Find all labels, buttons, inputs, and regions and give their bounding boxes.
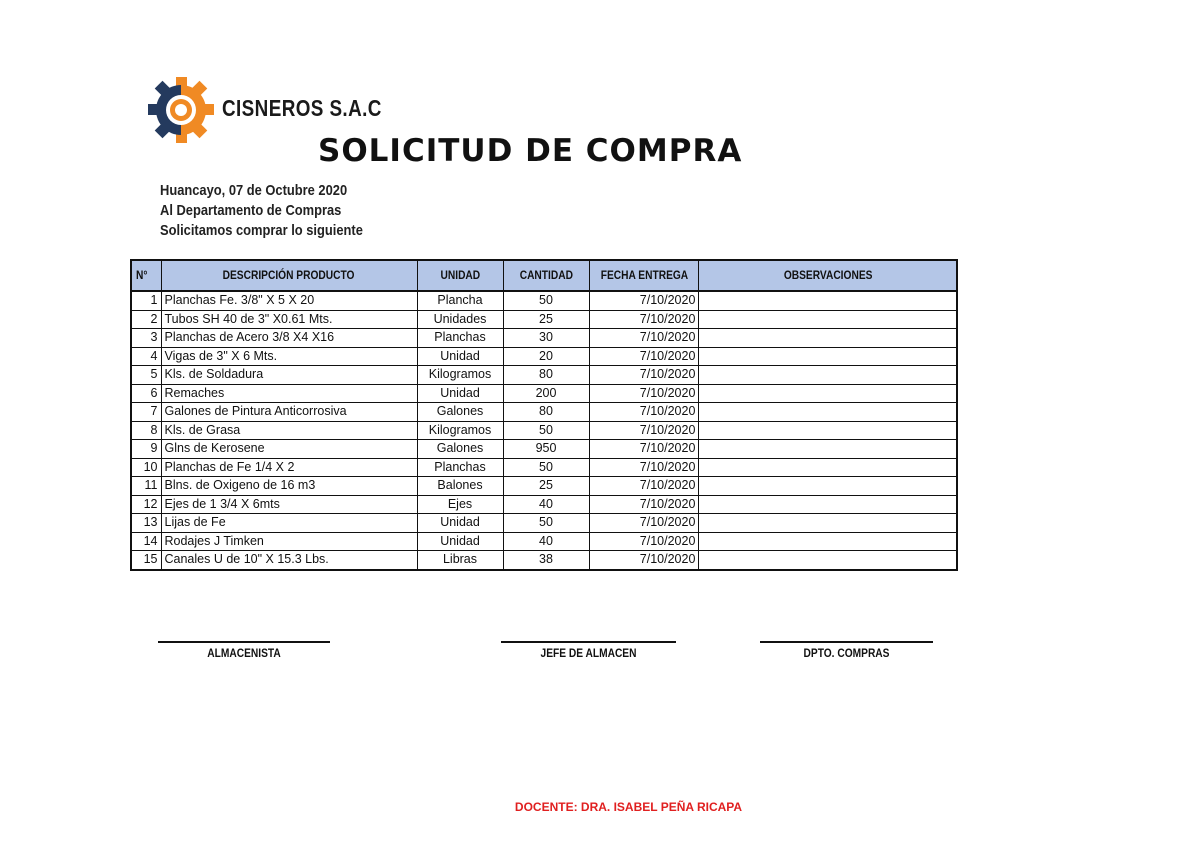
cell-observations: [699, 532, 957, 551]
cell-unit: Galones: [417, 403, 503, 422]
intro-place-date: Huancayo, 07 de Octubre 2020: [160, 182, 348, 199]
cell-description: Blns. de Oxigeno de 16 m3: [161, 477, 417, 496]
column-header-unit: UNIDAD: [417, 260, 503, 291]
cell-quantity: 38: [503, 551, 589, 570]
column-header-delivery-date: FECHA ENTREGA: [589, 260, 699, 291]
cell-num: 14: [131, 532, 161, 551]
table-row: [131, 495, 957, 514]
column-header-quantity: CANTIDAD: [503, 260, 589, 291]
cell-description: Tubos SH 40 de 3" X0.61 Mts.: [161, 310, 417, 329]
table-header-row: [131, 260, 957, 291]
cell-observations: [699, 477, 957, 496]
cell-observations: [699, 291, 957, 310]
cell-unit: Planchas: [417, 458, 503, 477]
cell-num: 15: [131, 551, 161, 570]
cell-description: Planchas de Acero 3/8 X4 X16: [161, 329, 417, 348]
cell-observations: [699, 440, 957, 459]
column-header-num: N°: [131, 260, 161, 291]
table-row: [131, 347, 957, 366]
signature-line-dpto-compras: [760, 641, 933, 643]
cell-num: 7: [131, 403, 161, 422]
cell-quantity: 50: [503, 291, 589, 310]
cell-num: 1: [131, 291, 161, 310]
table-row: [131, 384, 957, 403]
cell-num: 10: [131, 458, 161, 477]
cell-unit: Unidades: [417, 310, 503, 329]
cell-observations: [699, 421, 957, 440]
cell-description: Canales U de 10" X 15.3 Lbs.: [161, 551, 417, 570]
cell-num: 9: [131, 440, 161, 459]
cell-unit: Libras: [417, 551, 503, 570]
cell-quantity: 200: [503, 384, 589, 403]
cell-delivery-date: 7/10/2020: [589, 347, 699, 366]
cell-delivery-date: 7/10/2020: [589, 458, 699, 477]
table-row: [131, 329, 957, 348]
cell-quantity: 20: [503, 347, 589, 366]
cell-quantity: 40: [503, 495, 589, 514]
cell-observations: [699, 366, 957, 385]
cell-num: 11: [131, 477, 161, 496]
table-row: [131, 440, 957, 459]
cell-delivery-date: 7/10/2020: [589, 477, 699, 496]
table-row: [131, 458, 957, 477]
cell-delivery-date: 7/10/2020: [589, 440, 699, 459]
table-row: [131, 551, 957, 570]
cell-delivery-date: 7/10/2020: [589, 329, 699, 348]
cell-unit: Plancha: [417, 291, 503, 310]
cell-delivery-date: 7/10/2020: [589, 366, 699, 385]
cell-observations: [699, 329, 957, 348]
cell-unit: Unidad: [417, 514, 503, 533]
footer-docente: DOCENTE: DRA. ISABEL PEÑA RICAPA: [514, 800, 743, 814]
cell-observations: [699, 458, 957, 477]
cell-unit: Ejes: [417, 495, 503, 514]
signature-label-dpto-compras: DPTO. COMPRAS: [803, 646, 890, 660]
page-title: SOLICITUD DE COMPRA: [318, 133, 743, 169]
cell-quantity: 50: [503, 514, 589, 533]
cell-description: Glns de Kerosene: [161, 440, 417, 459]
cell-unit: Unidad: [417, 384, 503, 403]
cell-observations: [699, 384, 957, 403]
cell-num: 13: [131, 514, 161, 533]
cell-observations: [699, 403, 957, 422]
cell-quantity: 80: [503, 366, 589, 385]
cell-description: Lijas de Fe: [161, 514, 417, 533]
cell-observations: [699, 310, 957, 329]
cell-quantity: 25: [503, 477, 589, 496]
cell-quantity: 30: [503, 329, 589, 348]
cell-num: 3: [131, 329, 161, 348]
cell-observations: [699, 551, 957, 570]
cell-delivery-date: 7/10/2020: [589, 532, 699, 551]
cell-num: 12: [131, 495, 161, 514]
cell-quantity: 50: [503, 458, 589, 477]
cell-observations: [699, 514, 957, 533]
table-row: [131, 421, 957, 440]
cell-unit: Unidad: [417, 347, 503, 366]
signature-label-almacenista: ALMACENISTA: [207, 646, 281, 660]
cell-unit: Kilogramos: [417, 366, 503, 385]
cell-description: Remaches: [161, 384, 417, 403]
cell-delivery-date: 7/10/2020: [589, 421, 699, 440]
table-row: [131, 477, 957, 496]
signature-line-jefe-almacen: [501, 641, 676, 643]
cell-quantity: 50: [503, 421, 589, 440]
cell-unit: Planchas: [417, 329, 503, 348]
table-row: [131, 310, 957, 329]
cell-observations: [699, 347, 957, 366]
cell-description: Planchas de Fe 1/4 X 2: [161, 458, 417, 477]
cell-num: 8: [131, 421, 161, 440]
cell-description: Ejes de 1 3/4 X 6mts: [161, 495, 417, 514]
cell-description: Planchas Fe. 3/8" X 5 X 20: [161, 291, 417, 310]
cell-quantity: 80: [503, 403, 589, 422]
cell-quantity: 950: [503, 440, 589, 459]
cell-delivery-date: 7/10/2020: [589, 310, 699, 329]
company-name: CISNEROS S.A.C: [222, 95, 382, 121]
signature-line-almacenista: [158, 641, 330, 643]
table-row: [131, 366, 957, 385]
cell-quantity: 40: [503, 532, 589, 551]
cell-delivery-date: 7/10/2020: [589, 551, 699, 570]
table-body: [131, 291, 957, 570]
purchase-items-table: [130, 259, 958, 571]
cell-delivery-date: 7/10/2020: [589, 495, 699, 514]
cell-delivery-date: 7/10/2020: [589, 291, 699, 310]
intro-recipient: Al Departamento de Compras: [160, 202, 342, 219]
table-row: [131, 403, 957, 422]
cell-delivery-date: 7/10/2020: [589, 514, 699, 533]
cell-observations: [699, 495, 957, 514]
cell-description: Galones de Pintura Anticorrosiva: [161, 403, 417, 422]
table-row: [131, 532, 957, 551]
table-row: [131, 291, 957, 310]
intro-request: Solicitamos comprar lo siguiente: [160, 222, 363, 239]
cell-num: 5: [131, 366, 161, 385]
cell-delivery-date: 7/10/2020: [589, 403, 699, 422]
column-header-description: DESCRIPCIÓN PRODUCTO: [161, 260, 417, 291]
cell-description: Kls. de Grasa: [161, 421, 417, 440]
cell-unit: Galones: [417, 440, 503, 459]
cell-num: 6: [131, 384, 161, 403]
cell-unit: Balones: [417, 477, 503, 496]
cell-num: 2: [131, 310, 161, 329]
cell-description: Vigas de 3" X 6 Mts.: [161, 347, 417, 366]
cell-description: Kls. de Soldadura: [161, 366, 417, 385]
table-row: [131, 514, 957, 533]
cell-delivery-date: 7/10/2020: [589, 384, 699, 403]
cell-num: 4: [131, 347, 161, 366]
gear-logo-icon: [148, 77, 214, 143]
cell-quantity: 25: [503, 310, 589, 329]
cell-unit: Unidad: [417, 532, 503, 551]
cell-unit: Kilogramos: [417, 421, 503, 440]
signature-label-jefe-almacen: JEFE DE ALMACEN: [540, 646, 637, 660]
column-header-observations: OBSERVACIONES: [699, 260, 957, 291]
cell-description: Rodajes J Timken: [161, 532, 417, 551]
